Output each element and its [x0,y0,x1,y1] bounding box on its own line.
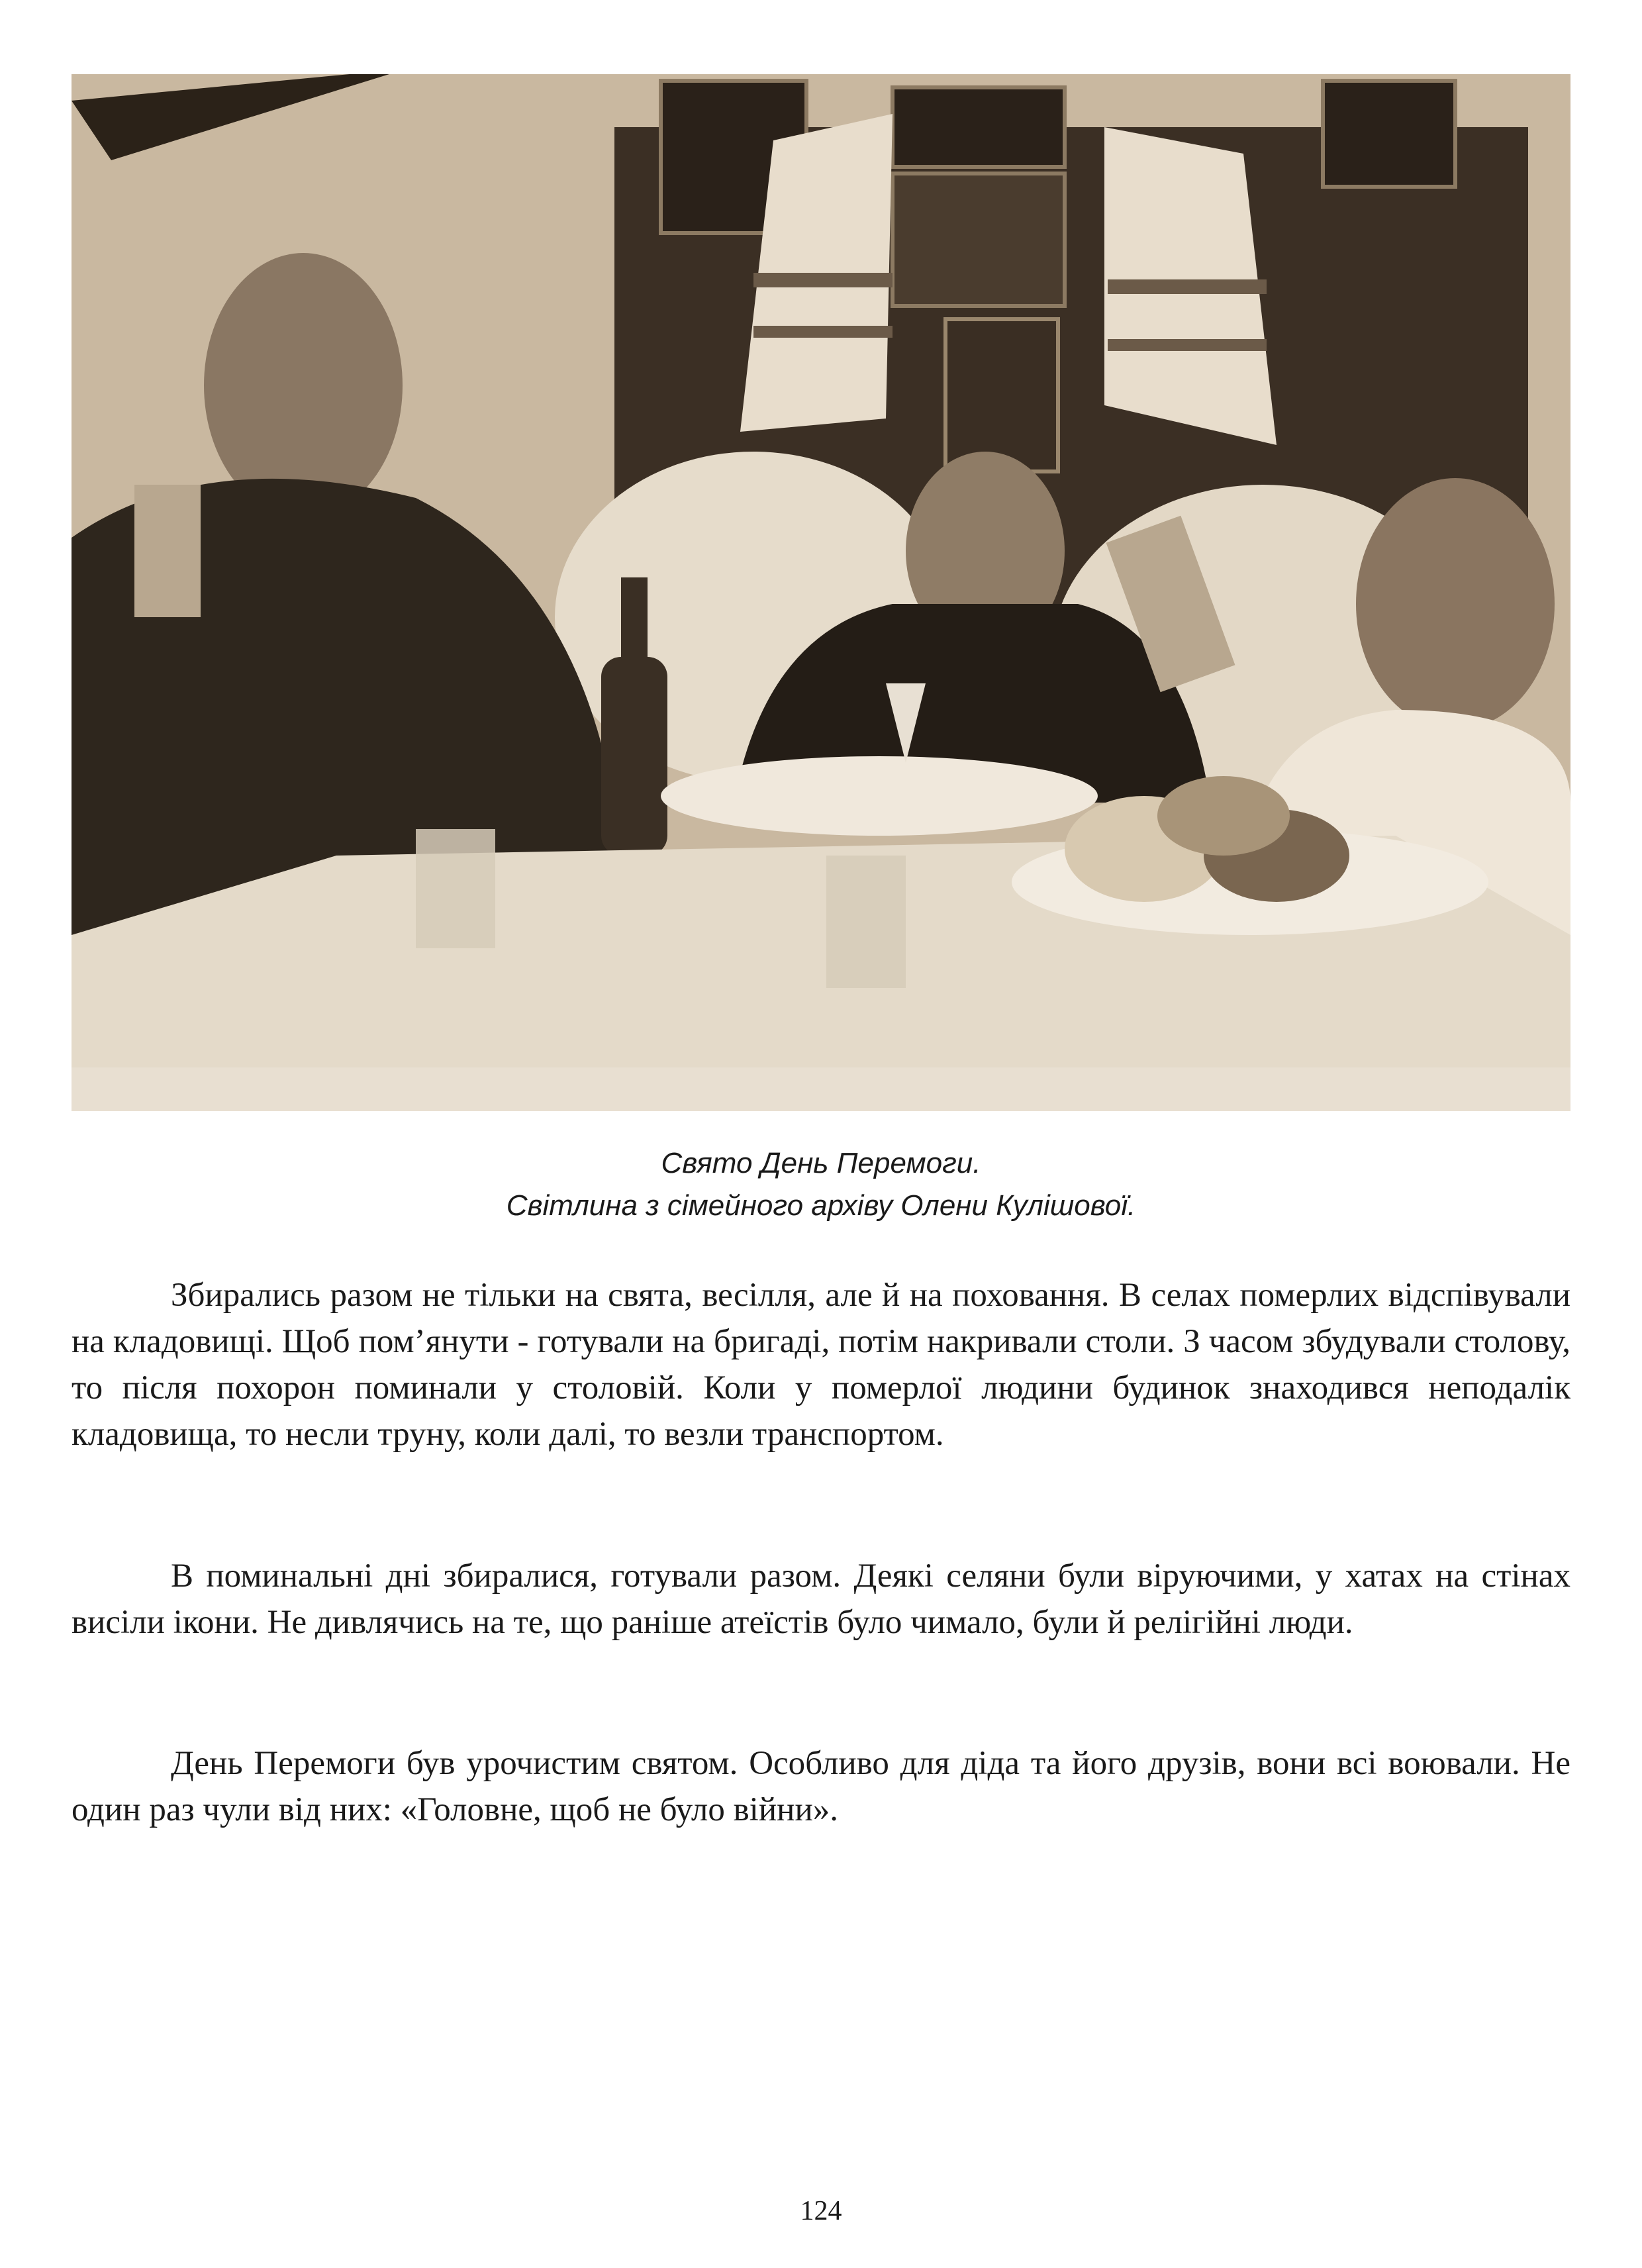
photo-caption-source: Світлина з сімейного архіву Олени Кулішової. [506,1189,1136,1222]
paragraph-victory-day: День Перемоги був урочистим святом. Особливо для діда та його друзів, вони всі воювали. Не один раз чули від них: «Головне, щоб не було війни». [72,1745,1570,1828]
page-number: 124 [800,2196,842,2226]
photo-illustration [72,74,1570,1111]
paragraph-funerals: Збирались разом не тільки на свята, весілля, але й на поховання. В селах померлих відспівували на кладовищі. Щоб пом’янути - готували на бригаді, потім накривали столи. З часом збудували столову, то після похорон поминали у столовій. Коли у померлої людини будинок знаходився неподалік кладовища, то несли труну, коли далі, то везли транспортом. [72,1277,1570,1453]
paragraph-memorial-days: В поминальні дні збиралися, готували разом. Деякі селяни були віруючими, у хатах на стінах висіли ікони. Не дивлячись на те, що раніше атеїстів було чимало, були й релігійні люди. [72,1557,1570,1641]
photo-caption-title: Свято День Перемоги. [661,1147,981,1179]
archival-photo [72,74,1570,1111]
